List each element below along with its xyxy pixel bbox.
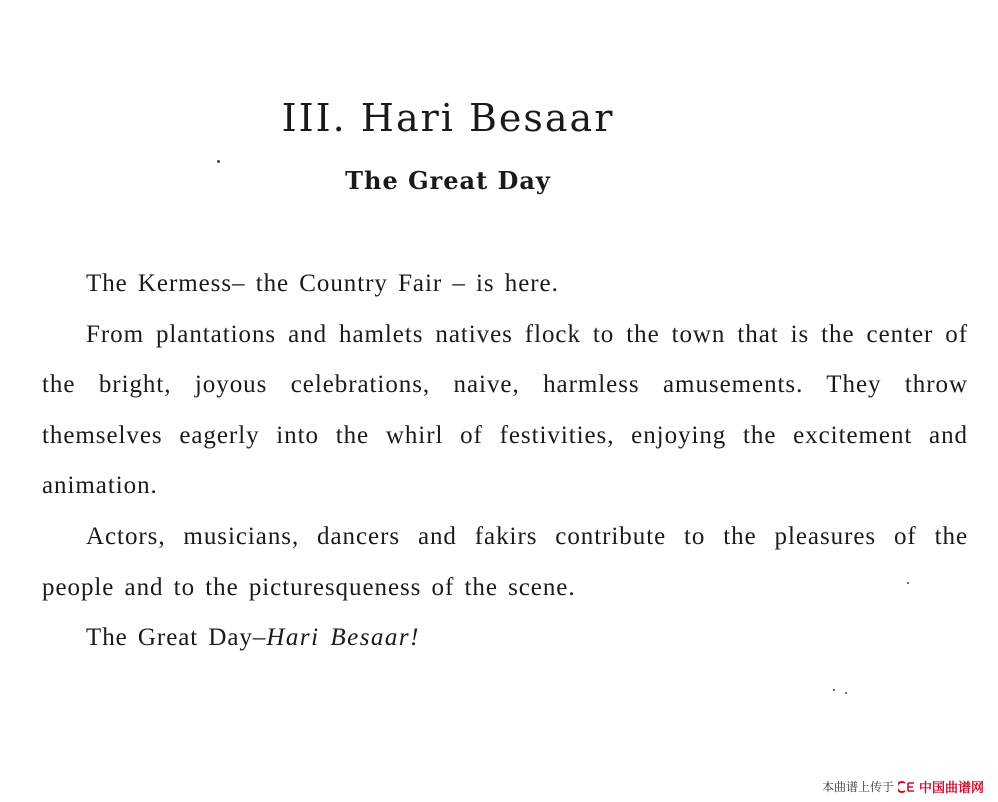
watermark-logo <box>898 777 984 796</box>
description-body <box>42 259 968 664</box>
watermark-text: 本曲谱上传于 <box>821 780 894 794</box>
paragraph-3: Actors, musicians, dancers and fakirs contribute to the pleasures of the people and to the picturesqueness of the scene. <box>42 522 968 601</box>
print-speck <box>845 692 847 694</box>
paragraph-2: From plantations and hamlets natives flock to the town that is the center of the bright, joyous celebrations, naive, harmless amusements. They throw themselves eagerly into the whirl of festivities, enjoying the excitement and animation. <box>42 320 968 500</box>
watermark-logo-text: 中国曲谱网 <box>918 781 984 796</box>
site-watermark <box>822 777 984 796</box>
paragraph-4 <box>42 613 968 664</box>
closing-italic-text: Hari Besaar! <box>266 624 420 652</box>
paragraph-1: The Kermess– the Country Fair – is here. <box>86 270 559 297</box>
page-subtitle: The Great Day <box>345 166 551 195</box>
print-speck <box>217 160 220 163</box>
page-title: III. Hari Besaar <box>281 96 615 140</box>
closing-text: The Great Day– <box>86 624 267 652</box>
print-speck <box>833 689 835 691</box>
print-speck <box>907 582 909 584</box>
ce-logo-icon <box>898 781 916 793</box>
